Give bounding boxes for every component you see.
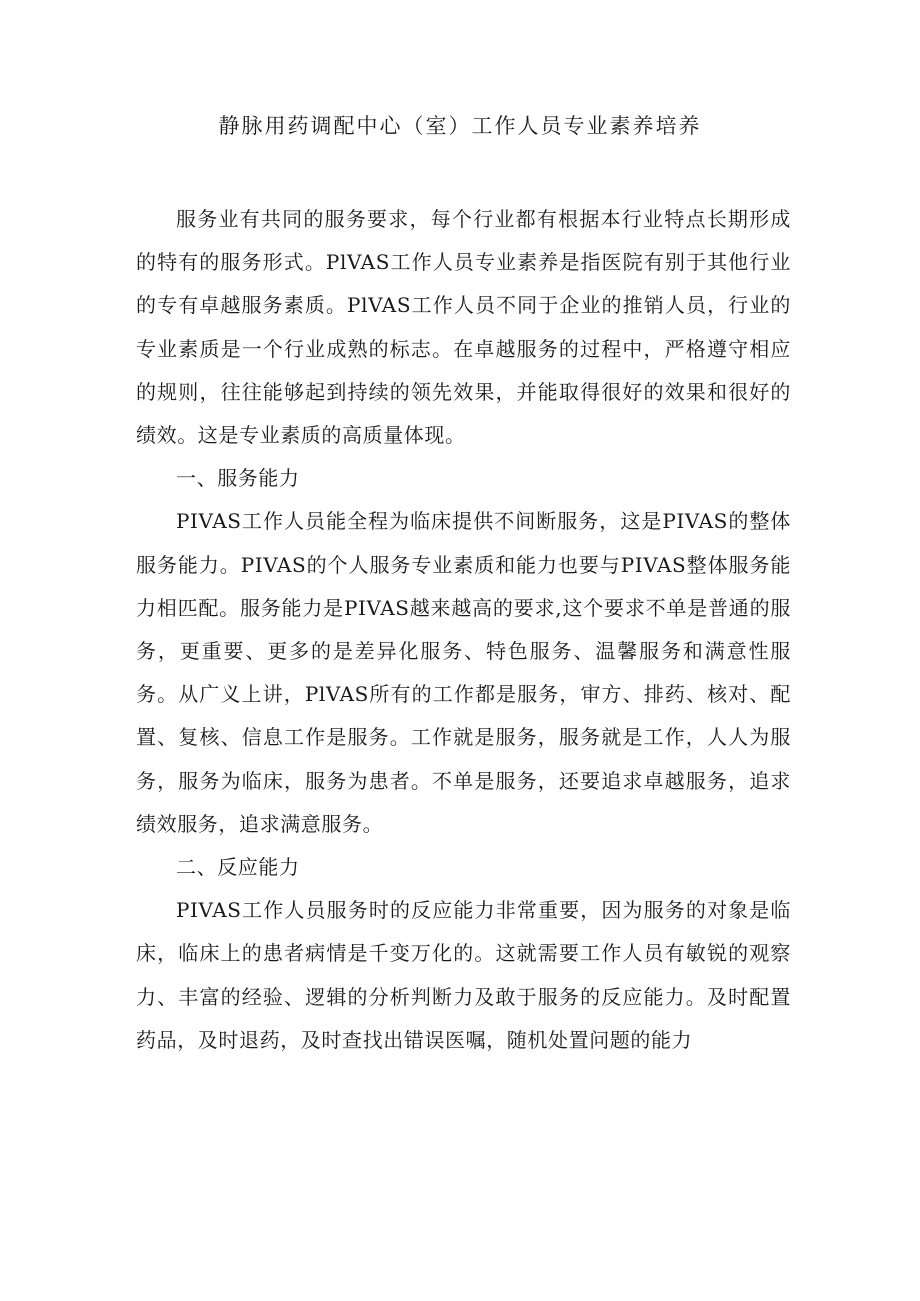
document-body <box>136 198 791 1062</box>
section-heading-service: 一、服务能力 <box>176 466 300 491</box>
document-title: 静脉用药调配中心（室）工作人员专业素养培养 <box>218 114 702 138</box>
section-heading-response: 二、反应能力 <box>176 855 300 880</box>
section-paragraph-service: PIVAS工作人员能全程为临床提供不间断服务，这是PIVAS的整体服务能力。PIVAS的个人服务专业素质和能力也要与PIVAS整体服务能力相匹配。服务能力是PIVAS越来越高的要求,这个要求不单是普通的服务，更重要、更多的是差异化服务、特色服务、温馨服务和满意性服务。从广义上讲，PlVAS所有的工作都是服务，审方、排药、核对、配置、复核、信息工作是服务。工作就是服务，服务就是工作，人人为服务，服务为临床，服务为患者。不单是服务，还要追求卓越服务，追求绩效服务，追求满意服务。 <box>136 509 791 836</box>
section-paragraph-response: PIVAS工作人员服务时的反应能力非常重要，因为服务的对象是临床，临床上的患者病情是千变万化的。这就需要工作人员有敏锐的观察力、丰富的经验、逻辑的分析判断力及敢于服务的反应能力。及时配置药品，及时退药，及时查找出错误医嘱，随机处置问题的能力 <box>136 898 791 1052</box>
intro-paragraph: 服务业有共同的服务要求，每个行业都有根据本行业特点长期形成的特有的服务形式。PlVAS工作人员专业素养是指医院有别于其他行业的专有卓越服务素质。PlVAS工作人员不同于企业的推销人员，行业的专业素质是一个行业成熟的标志。在卓越服务的过程中，严格遵守相应的规则，往往能够起到持续的领先效果，并能取得很好的效果和很好的绩效。这是专业素质的高质量体现。 <box>136 207 791 448</box>
